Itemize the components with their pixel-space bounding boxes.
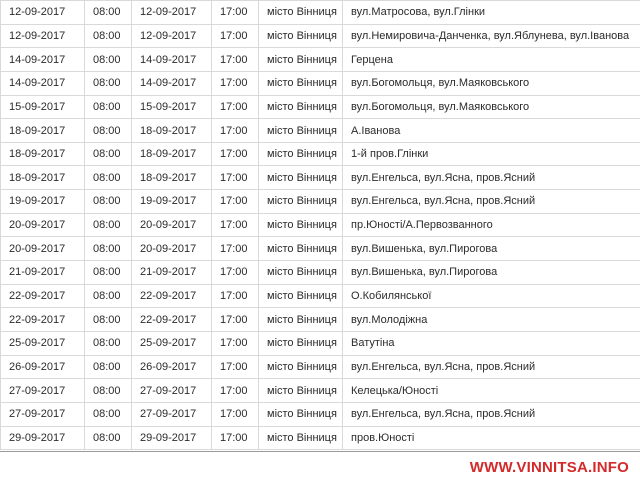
city-cell: місто Вінниця: [259, 355, 343, 379]
end-date-cell: 22-09-2017: [132, 308, 212, 332]
end-time-cell: 17:00: [212, 71, 259, 95]
streets-cell: вул.Енгельса, вул.Ясна, пров.Ясний: [343, 402, 640, 426]
streets-cell: пров.Юності: [343, 426, 640, 450]
start-time-cell: 08:00: [85, 95, 132, 119]
start-date-cell: 12-09-2017: [1, 24, 85, 48]
city-cell: місто Вінниця: [259, 331, 343, 355]
table-row: [1, 355, 640, 379]
city-cell: місто Вінниця: [259, 190, 343, 214]
streets-cell: вул.Матросова, вул.Глінки: [343, 1, 640, 25]
city-cell: місто Вінниця: [259, 402, 343, 426]
city-cell: місто Вінниця: [259, 308, 343, 332]
city-cell: місто Вінниця: [259, 95, 343, 119]
end-date-cell: 27-09-2017: [132, 402, 212, 426]
start-time-cell: 08:00: [85, 308, 132, 332]
streets-cell: вул.Немировича-Данченка, вул.Яблунева, вул.Іванова: [343, 24, 640, 48]
end-date-cell: 27-09-2017: [132, 379, 212, 403]
table-row: [1, 190, 640, 214]
end-date-cell: 20-09-2017: [132, 237, 212, 261]
table-row: [1, 95, 640, 119]
start-date-cell: 18-09-2017: [1, 142, 85, 166]
start-time-cell: 08:00: [85, 190, 132, 214]
start-time-cell: 08:00: [85, 355, 132, 379]
end-time-cell: 17:00: [212, 166, 259, 190]
streets-cell: вул.Вишенька, вул.Пирогова: [343, 261, 640, 285]
end-date-cell: 18-09-2017: [132, 119, 212, 143]
end-time-cell: 17:00: [212, 1, 259, 25]
start-time-cell: 08:00: [85, 1, 132, 25]
table-row: [1, 379, 640, 403]
table-row: [1, 261, 640, 285]
start-time-cell: 08:00: [85, 402, 132, 426]
streets-cell: вул.Богомольця, вул.Маяковського: [343, 71, 640, 95]
city-cell: місто Вінниця: [259, 213, 343, 237]
end-time-cell: 17:00: [212, 119, 259, 143]
table-row: [1, 142, 640, 166]
schedule-table-body: [1, 1, 640, 450]
city-cell: місто Вінниця: [259, 261, 343, 285]
end-time-cell: 17:00: [212, 379, 259, 403]
start-date-cell: 15-09-2017: [1, 95, 85, 119]
start-date-cell: 21-09-2017: [1, 261, 85, 285]
table-row: [1, 119, 640, 143]
table-row: [1, 237, 640, 261]
table-row: [1, 402, 640, 426]
streets-cell: вул.Енгельса, вул.Ясна, пров.Ясний: [343, 166, 640, 190]
table-row: [1, 48, 640, 72]
end-date-cell: 29-09-2017: [132, 426, 212, 450]
end-time-cell: 17:00: [212, 308, 259, 332]
streets-cell: вул.Енгельса, вул.Ясна, пров.Ясний: [343, 190, 640, 214]
table-row: [1, 71, 640, 95]
streets-cell: Келецька/Юності: [343, 379, 640, 403]
streets-cell: вул.Енгельса, вул.Ясна, пров.Ясний: [343, 355, 640, 379]
table-row: [1, 308, 640, 332]
table-row: [1, 331, 640, 355]
city-cell: місто Вінниця: [259, 142, 343, 166]
start-date-cell: 20-09-2017: [1, 213, 85, 237]
city-cell: місто Вінниця: [259, 379, 343, 403]
start-date-cell: 19-09-2017: [1, 190, 85, 214]
end-time-cell: 17:00: [212, 261, 259, 285]
start-date-cell: 26-09-2017: [1, 355, 85, 379]
end-time-cell: 17:00: [212, 355, 259, 379]
table-row: [1, 1, 640, 25]
start-date-cell: 29-09-2017: [1, 426, 85, 450]
site-watermark: WWW.VINNITSA.INFO: [467, 458, 632, 477]
city-cell: місто Вінниця: [259, 71, 343, 95]
start-date-cell: 12-09-2017: [1, 1, 85, 25]
end-time-cell: 17:00: [212, 142, 259, 166]
table-row: [1, 284, 640, 308]
end-time-cell: 17:00: [212, 284, 259, 308]
table-bottom-divider: [0, 451, 640, 452]
end-date-cell: 18-09-2017: [132, 142, 212, 166]
start-time-cell: 08:00: [85, 142, 132, 166]
start-date-cell: 25-09-2017: [1, 331, 85, 355]
end-time-cell: 17:00: [212, 237, 259, 261]
city-cell: місто Вінниця: [259, 166, 343, 190]
end-date-cell: 12-09-2017: [132, 1, 212, 25]
end-date-cell: 20-09-2017: [132, 213, 212, 237]
start-time-cell: 08:00: [85, 166, 132, 190]
table-row: [1, 166, 640, 190]
end-date-cell: 15-09-2017: [132, 95, 212, 119]
start-date-cell: 18-09-2017: [1, 166, 85, 190]
city-cell: місто Вінниця: [259, 48, 343, 72]
city-cell: місто Вінниця: [259, 237, 343, 261]
streets-cell: 1-й пров.Глінки: [343, 142, 640, 166]
city-cell: місто Вінниця: [259, 1, 343, 25]
start-time-cell: 08:00: [85, 261, 132, 285]
end-date-cell: 25-09-2017: [132, 331, 212, 355]
end-time-cell: 17:00: [212, 190, 259, 214]
end-date-cell: 18-09-2017: [132, 166, 212, 190]
city-cell: місто Вінниця: [259, 284, 343, 308]
end-time-cell: 17:00: [212, 48, 259, 72]
streets-cell: Герцена: [343, 48, 640, 72]
start-time-cell: 08:00: [85, 237, 132, 261]
start-time-cell: 08:00: [85, 71, 132, 95]
start-time-cell: 08:00: [85, 331, 132, 355]
start-date-cell: 14-09-2017: [1, 48, 85, 72]
end-date-cell: 19-09-2017: [132, 190, 212, 214]
end-date-cell: 21-09-2017: [132, 261, 212, 285]
streets-cell: вул.Молодіжна: [343, 308, 640, 332]
start-time-cell: 08:00: [85, 24, 132, 48]
streets-cell: пр.Юності/А.Первозванного: [343, 213, 640, 237]
end-time-cell: 17:00: [212, 402, 259, 426]
end-date-cell: 26-09-2017: [132, 355, 212, 379]
end-date-cell: 14-09-2017: [132, 71, 212, 95]
table-row: [1, 426, 640, 450]
city-cell: місто Вінниця: [259, 426, 343, 450]
start-date-cell: 14-09-2017: [1, 71, 85, 95]
streets-cell: О.Кобилянської: [343, 284, 640, 308]
table-row: [1, 24, 640, 48]
start-date-cell: 22-09-2017: [1, 284, 85, 308]
end-date-cell: 12-09-2017: [132, 24, 212, 48]
streets-cell: А.Іванова: [343, 119, 640, 143]
start-time-cell: 08:00: [85, 48, 132, 72]
end-time-cell: 17:00: [212, 24, 259, 48]
end-time-cell: 17:00: [212, 331, 259, 355]
streets-cell: вул.Вишенька, вул.Пирогова: [343, 237, 640, 261]
start-date-cell: 27-09-2017: [1, 402, 85, 426]
start-date-cell: 22-09-2017: [1, 308, 85, 332]
start-time-cell: 08:00: [85, 284, 132, 308]
end-time-cell: 17:00: [212, 95, 259, 119]
start-time-cell: 08:00: [85, 379, 132, 403]
end-time-cell: 17:00: [212, 426, 259, 450]
city-cell: місто Вінниця: [259, 119, 343, 143]
table-row: [1, 213, 640, 237]
start-time-cell: 08:00: [85, 213, 132, 237]
end-time-cell: 17:00: [212, 213, 259, 237]
streets-cell: Ватутіна: [343, 331, 640, 355]
end-date-cell: 22-09-2017: [132, 284, 212, 308]
start-date-cell: 27-09-2017: [1, 379, 85, 403]
start-date-cell: 18-09-2017: [1, 119, 85, 143]
start-time-cell: 08:00: [85, 426, 132, 450]
start-time-cell: 08:00: [85, 119, 132, 143]
start-date-cell: 20-09-2017: [1, 237, 85, 261]
streets-cell: вул.Богомольця, вул.Маяковського: [343, 95, 640, 119]
end-date-cell: 14-09-2017: [132, 48, 212, 72]
city-cell: місто Вінниця: [259, 24, 343, 48]
